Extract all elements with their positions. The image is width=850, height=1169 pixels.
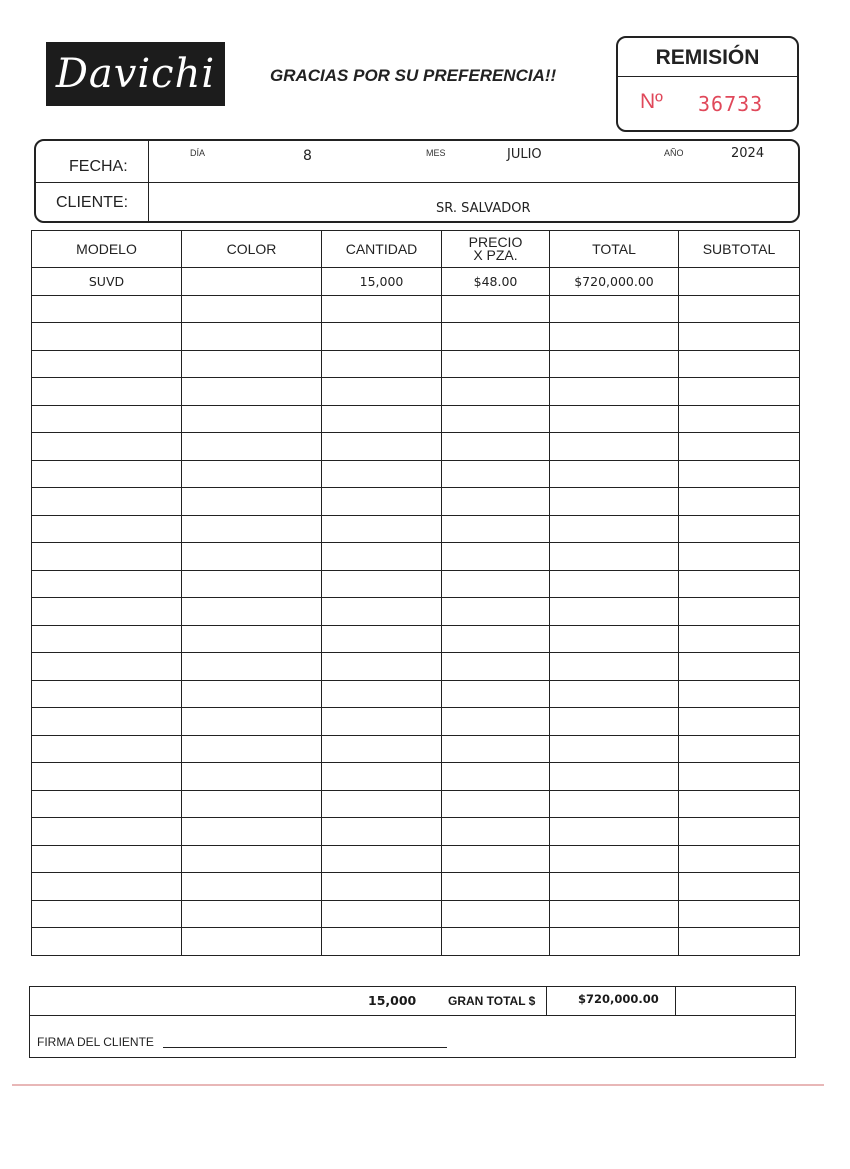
- cell-color: [182, 515, 322, 543]
- cell-modelo: [32, 763, 182, 791]
- cell-modelo: [32, 928, 182, 956]
- dia-value: 8: [303, 148, 312, 164]
- cell-color: [182, 295, 322, 323]
- cell-total: [550, 763, 679, 791]
- cell-cantidad: [322, 433, 442, 461]
- cell-color: [182, 845, 322, 873]
- cell-color: [182, 323, 322, 351]
- cell-cantidad: [322, 323, 442, 351]
- cliente-value: SR. SALVADOR: [436, 201, 531, 216]
- cell-precio: [442, 295, 550, 323]
- divider: [30, 1015, 795, 1016]
- table-row: [32, 680, 800, 708]
- cell-subtotal: [679, 433, 800, 461]
- page-edge-line: [12, 1084, 824, 1086]
- cell-modelo: [32, 405, 182, 433]
- cell-total: $720,000.00: [550, 268, 679, 296]
- table-row: [32, 433, 800, 461]
- cell-precio: [442, 460, 550, 488]
- cell-color: [182, 268, 322, 296]
- cell-precio: [442, 680, 550, 708]
- cell-cantidad: [322, 790, 442, 818]
- cell-subtotal: [679, 653, 800, 681]
- cell-total: [550, 570, 679, 598]
- cell-cantidad: [322, 378, 442, 406]
- cell-total: [550, 515, 679, 543]
- cell-color: [182, 735, 322, 763]
- table-row: [32, 818, 800, 846]
- cell-total: [550, 460, 679, 488]
- anio-value: 2024: [731, 146, 765, 161]
- cell-precio: $48.00: [442, 268, 550, 296]
- signature-label: FIRMA DEL CLIENTE: [37, 1035, 154, 1049]
- cell-precio: [442, 818, 550, 846]
- cell-modelo: [32, 460, 182, 488]
- cell-cantidad: [322, 405, 442, 433]
- cell-modelo: [32, 625, 182, 653]
- cell-total: [550, 433, 679, 461]
- brand-logo: [46, 42, 225, 106]
- cell-subtotal: [679, 323, 800, 351]
- cell-modelo: [32, 515, 182, 543]
- date-client-box: [34, 139, 800, 223]
- cell-cantidad: [322, 460, 442, 488]
- col-header-cantidad: CANTIDAD: [322, 231, 442, 268]
- cell-total: [550, 818, 679, 846]
- items-table: [31, 230, 800, 956]
- cell-total: [550, 295, 679, 323]
- table-row: [32, 295, 800, 323]
- cell-subtotal: [679, 818, 800, 846]
- cell-total: [550, 543, 679, 571]
- cell-color: [182, 543, 322, 571]
- cell-cantidad: [322, 350, 442, 378]
- cell-total: [550, 680, 679, 708]
- mes-value: JULIO: [507, 147, 542, 162]
- mes-label: MES: [426, 148, 446, 158]
- signature-line: [163, 1047, 447, 1048]
- cell-cantidad: [322, 570, 442, 598]
- divider: [36, 182, 798, 183]
- cell-cantidad: [322, 818, 442, 846]
- cell-subtotal: [679, 268, 800, 296]
- col-header-precio: PRECIO X PZA.: [442, 231, 550, 268]
- cell-cantidad: [322, 763, 442, 791]
- cliente-label: CLIENTE:: [56, 194, 129, 211]
- cell-cantidad: [322, 295, 442, 323]
- table-row: [32, 928, 800, 956]
- cell-modelo: [32, 433, 182, 461]
- cell-total: [550, 598, 679, 626]
- table-row: [32, 653, 800, 681]
- cell-subtotal: [679, 790, 800, 818]
- cell-modelo: [32, 378, 182, 406]
- header-slogan: GRACIAS POR SU PREFERENCIA!!: [270, 66, 557, 85]
- cell-precio: [442, 708, 550, 736]
- cell-subtotal: [679, 763, 800, 791]
- cell-precio: [442, 790, 550, 818]
- cell-precio: [442, 900, 550, 928]
- cell-total: [550, 845, 679, 873]
- cell-precio: [442, 543, 550, 571]
- table-row: [32, 378, 800, 406]
- cell-total: [550, 625, 679, 653]
- cell-color: [182, 708, 322, 736]
- cell-cantidad: [322, 708, 442, 736]
- table-header-row: [32, 231, 800, 268]
- table-row: [32, 708, 800, 736]
- cell-modelo: [32, 488, 182, 516]
- remision-number-label: Nº: [640, 90, 663, 113]
- table-row: [32, 625, 800, 653]
- cell-color: [182, 818, 322, 846]
- cell-total: [550, 488, 679, 516]
- col-header-subtotal: SUBTOTAL: [679, 231, 800, 268]
- cell-cantidad: 15,000: [322, 268, 442, 296]
- cell-modelo: [32, 845, 182, 873]
- cell-subtotal: [679, 378, 800, 406]
- grand-total-value: $720,000.00: [578, 992, 659, 1006]
- grand-total-label: GRAN TOTAL $: [448, 994, 536, 1008]
- brand-logo-text: Davichi: [55, 51, 216, 97]
- total-quantity: 15,000: [368, 993, 417, 1008]
- cell-color: [182, 763, 322, 791]
- cell-modelo: [32, 873, 182, 901]
- cell-color: [182, 378, 322, 406]
- cell-modelo: [32, 295, 182, 323]
- cell-total: [550, 735, 679, 763]
- cell-total: [550, 873, 679, 901]
- cell-modelo: [32, 570, 182, 598]
- divider: [675, 987, 676, 1015]
- cell-precio: [442, 378, 550, 406]
- table-row: [32, 900, 800, 928]
- table-row: [32, 873, 800, 901]
- cell-subtotal: [679, 873, 800, 901]
- cell-subtotal: [679, 570, 800, 598]
- remision-number: 36733: [698, 92, 764, 116]
- cell-cantidad: [322, 653, 442, 681]
- cell-precio: [442, 433, 550, 461]
- table-row: [32, 543, 800, 571]
- cell-color: [182, 350, 322, 378]
- table-row: [32, 405, 800, 433]
- cell-color: [182, 405, 322, 433]
- remision-box: [616, 36, 799, 132]
- anio-label: AÑO: [664, 148, 684, 158]
- cell-modelo: [32, 680, 182, 708]
- cell-modelo: SUVD: [32, 268, 182, 296]
- cell-precio: [442, 598, 550, 626]
- table-row: [32, 268, 800, 296]
- cell-modelo: [32, 653, 182, 681]
- cell-total: [550, 900, 679, 928]
- cell-subtotal: [679, 543, 800, 571]
- cell-modelo: [32, 735, 182, 763]
- cell-color: [182, 790, 322, 818]
- cell-precio: [442, 873, 550, 901]
- col-header-color: COLOR: [182, 231, 322, 268]
- cell-modelo: [32, 708, 182, 736]
- cell-cantidad: [322, 680, 442, 708]
- cell-precio: [442, 763, 550, 791]
- cell-cantidad: [322, 598, 442, 626]
- cell-precio: [442, 350, 550, 378]
- divider: [148, 141, 149, 221]
- col-header-modelo: MODELO: [32, 231, 182, 268]
- cell-color: [182, 928, 322, 956]
- cell-modelo: [32, 900, 182, 928]
- fecha-label: FECHA:: [69, 158, 128, 175]
- cell-color: [182, 488, 322, 516]
- cell-cantidad: [322, 873, 442, 901]
- table-row: [32, 460, 800, 488]
- cell-modelo: [32, 598, 182, 626]
- cell-precio: [442, 735, 550, 763]
- cell-cantidad: [322, 735, 442, 763]
- cell-precio: [442, 488, 550, 516]
- table-row: [32, 845, 800, 873]
- table-row: [32, 790, 800, 818]
- cell-subtotal: [679, 295, 800, 323]
- cell-precio: [442, 323, 550, 351]
- table-body: [32, 268, 800, 956]
- table-row: [32, 515, 800, 543]
- cell-total: [550, 323, 679, 351]
- cell-subtotal: [679, 515, 800, 543]
- table-row: [32, 323, 800, 351]
- cell-precio: [442, 405, 550, 433]
- cell-cantidad: [322, 625, 442, 653]
- cell-subtotal: [679, 460, 800, 488]
- cell-cantidad: [322, 845, 442, 873]
- table-row: [32, 598, 800, 626]
- cell-color: [182, 873, 322, 901]
- table-row: [32, 735, 800, 763]
- table-row: [32, 570, 800, 598]
- cell-precio: [442, 625, 550, 653]
- dia-label: DÍA: [190, 148, 206, 158]
- cell-subtotal: [679, 900, 800, 928]
- cell-modelo: [32, 350, 182, 378]
- cell-precio: [442, 845, 550, 873]
- divider: [546, 987, 547, 1015]
- cell-color: [182, 680, 322, 708]
- cell-color: [182, 900, 322, 928]
- cell-subtotal: [679, 928, 800, 956]
- cell-precio: [442, 515, 550, 543]
- cell-total: [550, 350, 679, 378]
- cell-color: [182, 653, 322, 681]
- cell-total: [550, 790, 679, 818]
- table-row: [32, 488, 800, 516]
- cell-color: [182, 460, 322, 488]
- cell-subtotal: [679, 488, 800, 516]
- table-row: [32, 350, 800, 378]
- col-header-total: TOTAL: [550, 231, 679, 268]
- cell-total: [550, 653, 679, 681]
- cell-cantidad: [322, 488, 442, 516]
- remision-title: REMISIÓN: [618, 38, 797, 77]
- cell-subtotal: [679, 405, 800, 433]
- cell-total: [550, 378, 679, 406]
- cell-cantidad: [322, 928, 442, 956]
- cell-subtotal: [679, 708, 800, 736]
- cell-color: [182, 433, 322, 461]
- cell-cantidad: [322, 515, 442, 543]
- cell-subtotal: [679, 735, 800, 763]
- cell-color: [182, 625, 322, 653]
- cell-precio: [442, 570, 550, 598]
- cell-color: [182, 570, 322, 598]
- cell-modelo: [32, 818, 182, 846]
- cell-subtotal: [679, 625, 800, 653]
- cell-subtotal: [679, 680, 800, 708]
- totals-box: [29, 986, 796, 1058]
- cell-modelo: [32, 543, 182, 571]
- table-row: [32, 763, 800, 791]
- cell-subtotal: [679, 845, 800, 873]
- cell-precio: [442, 928, 550, 956]
- cell-subtotal: [679, 598, 800, 626]
- cell-modelo: [32, 790, 182, 818]
- cell-total: [550, 405, 679, 433]
- cell-precio: [442, 653, 550, 681]
- cell-color: [182, 598, 322, 626]
- cell-modelo: [32, 323, 182, 351]
- cell-total: [550, 708, 679, 736]
- cell-cantidad: [322, 900, 442, 928]
- cell-subtotal: [679, 350, 800, 378]
- cell-cantidad: [322, 543, 442, 571]
- cell-total: [550, 928, 679, 956]
